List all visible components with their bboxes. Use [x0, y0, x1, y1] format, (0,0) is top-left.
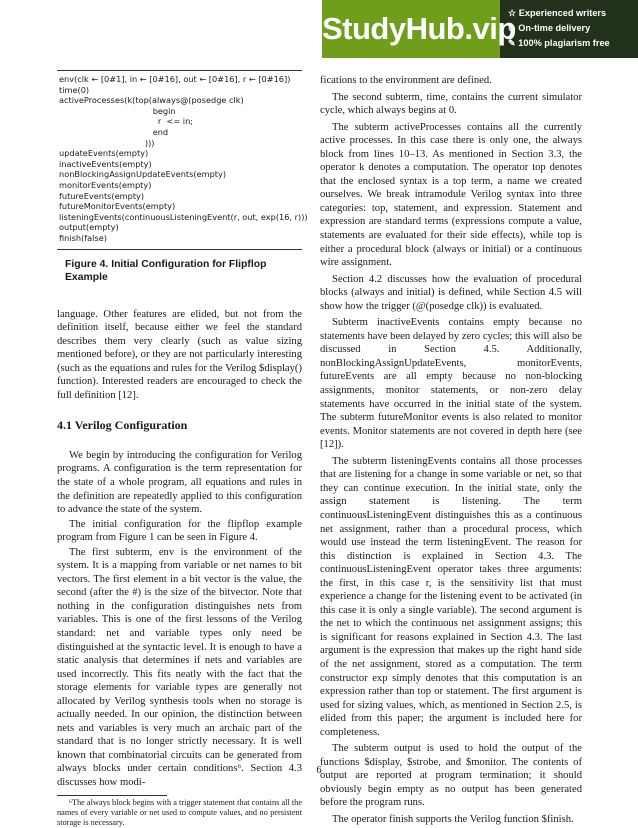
paragraph: language. Other features are elided, but not from the definition itself, because either we feel the standard describes them very clearly (such as value sizing mentioned before), or they are not particularly interesting (such as the equations and rules for the Verilog $display() function). Interested readers are encouraged to check the full definition [12]. [57, 308, 302, 401]
code-line: time(0) [59, 84, 90, 95]
paragraph: We begin by introducing the configuration for Verilog programs. A configuration is the term representation for the state of a whole program, all equations and rules in the definition are repeatedly applied to this configuration to advance the state of the system. [57, 449, 302, 516]
paragraph: The second subterm, time, contains the current simulator cycle, which always begins at 0. [320, 91, 582, 117]
left-column [57, 66, 308, 828]
feature-item: ⊙ On-time delivery [508, 23, 591, 33]
code-line: listeningEvents(continuousListeningEvent(r, out, exp(16, r))) [59, 211, 308, 222]
footnote: ⁶The always block begins with a trigger statement that contains all the names of every variable or net used to compute values, and no persistent storage is necessary. [57, 797, 302, 827]
paragraph: The operator finish supports the Verilog function $finish. [332, 813, 574, 825]
figure-code-block [57, 70, 308, 250]
code-line: updateEvents(empty) [59, 148, 149, 159]
code-line: monitorEvents(empty) [59, 179, 152, 190]
code-line: r <= in; [59, 116, 194, 127]
code-line: activeProcesses(k(top(always@(posedge clk) [59, 95, 244, 106]
code-line: nonBlockingAssignUpdateEvents(empty) [59, 169, 227, 180]
paragraph: The subterm output is used to hold the output of the functions $display, $strobe, and $monitor. The contents of output are reported at program termination; it should obviously begin empty as no output has been generated before the program runs. [320, 743, 582, 809]
brand-logo[interactable]: StudyHub.vip [322, 0, 500, 58]
paragraph: The subterm activeProcesses contains all the currently active processes. In this case there is only one, the always block from lines 10–13. As mentioned in Section 3.3, the operator k denotes a computation. The operator top denotes that the enclosed syntax is a top term, a name we created ourselves. We break intramodule Verilog syntax into three categories: top, statement, and expression. Statement and expression are standard terms (expressions compute a value, statements are evaluated for their side effects), while top is either a procedural block (always or initial) or a continuous wire assignment. [320, 121, 582, 269]
code-line: futureEvents(empty) [59, 190, 145, 201]
paragraph: The first subterm, env is the environment of the system. It is a mapping from variable or net names to bit vectors. The first element in a bit vector is the value, the second (after the #) is the size of the bitvector. Note that nothing in the configuration distinguishes nets from variables. This is one of the first lessons of the Verilog standard: net and variable types only need be distinguished at the syntactic level. It is enough to have a static analysis that determines if nets and variables are used incorrectly. This fits neatly with the fact that the storage elements for variable types are generally not allocated by Verilog synthesis tools when no storage is actually needed. In our opinion, the distinction between nets and variables is very much an archaic part of the standard that is no longer strictly necessary. It is well known that combinatorial circuits can be generated from always blocks under certain conditions⁶. Section 4.3 discusses how modi- [57, 546, 302, 788]
right-column [320, 74, 582, 827]
code-line: output(empty) [59, 222, 119, 233]
code-line: end [59, 126, 169, 137]
code-line: futureMonitorEvents(empty) [59, 201, 176, 212]
footnote-divider [57, 795, 167, 796]
paragraph: The subterm listeningEvents contains all those processes that are listening for a change in some variable or net, so that they can continue execution. In the initial state, only the assign statement is listening. The term continuousListeningEvent distinguishes this as a continuous net assignment, rather than a procedural process, which would use instead the term listeningEvent. The reason for this distinction is explained in Section 4.3. The continuousListeningEvent operator takes three arguments: the first, in this case r, is the sensitivity list that must experience a change for the listening event to be activated (in this case it is only a single variable). The second argument is the net to which the continuous net assignment assigns; this is significant for reasons explained in Section 4.3. The last argument is the expression that makes up the right hand side of the net assignment, stored as a computation. The term constructor exp simply denotes that this computation is an expression rather than top or statement. The first argument is used for sizing values, which, as mentioned in Section 2.5, is elided from this paper; the argument is included here for completeness. [320, 455, 582, 738]
feature-item: ✎ 100% plagiarism free [508, 38, 610, 48]
code-line: begin [59, 105, 176, 116]
paragraph: Section 4.2 discusses how the evaluation of procedural blocks (always and initial) is defined, while Section 4.5 will show how the trigger (@(posedge clk)) is evaluated. [320, 273, 582, 312]
feature-list [508, 6, 636, 51]
feature-item: ☆ Experienced writers [508, 8, 607, 18]
code-line: env(clk ← [0#1], in ← [0#16], out ← [0#16], r ← [0#16]) [59, 74, 291, 84]
code-line: finish(false) [59, 232, 107, 243]
figure-caption: Figure 4. Initial Configuration for Flipflop Example [65, 258, 267, 283]
ad-banner[interactable] [322, 0, 638, 58]
code-line: ))) [59, 137, 155, 148]
section-heading: 4.1 Verilog Configuration [57, 418, 188, 433]
paragraph: fications to the environment are defined. [320, 75, 492, 86]
paragraph: The initial configuration for the flipflop example program from Figure 1 can be seen in Figure 4. [57, 518, 302, 544]
paragraph: Subterm inactiveEvents contains empty because no statements have been delayed by zero cycles; this will also be discussed in Section 4.5. Additionally, nonBlockingAssignUpdateEvents, monitorEvents, futureEvents are all empty because no non-blocking assignments, monitor statements, or non-zero delay statements have occurred in the initial state of the system. The subterm futureMonitor events is also related to monitor events. Monitor statements are not covered in depth here (see [12]). [320, 317, 582, 451]
code-line: inactiveEvents(empty) [59, 158, 152, 169]
page-number: 6 [316, 765, 322, 776]
